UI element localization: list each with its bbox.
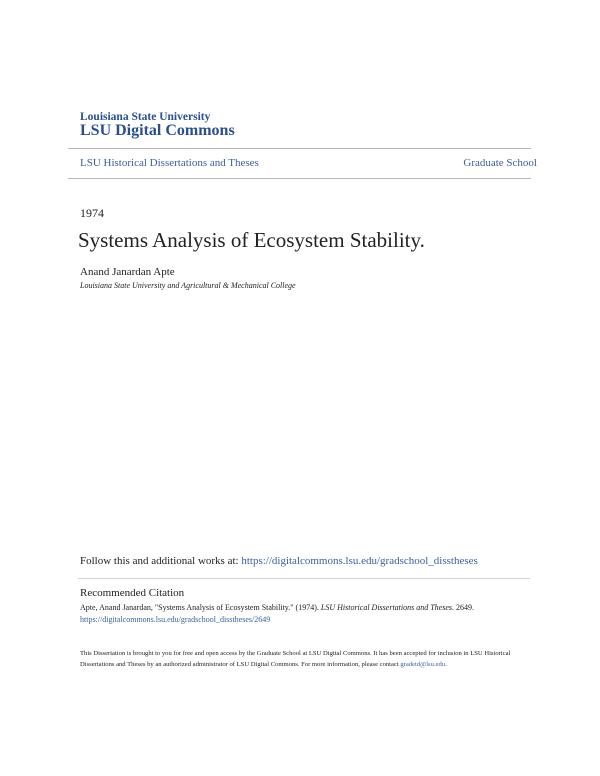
publication-year: 1974 <box>80 206 104 220</box>
collection-url-link[interactable]: https://digitalcommons.lsu.edu/gradschool_disstheses <box>241 555 478 567</box>
disclaimer-text: This Dissertation is brought to you for free and open access by the Graduate School at LSU Digital Commons. It has been accepted for inclusion in LSU Historical Dissertations and Theses by an authorized administrator of LSU Digital Commons. For more information, please contact <box>80 650 511 668</box>
access-disclaimer <box>80 648 520 670</box>
follow-line <box>80 555 478 567</box>
citation-series: LSU Historical Dissertations and Theses <box>320 603 452 612</box>
university-name: Louisiana State University <box>80 111 211 123</box>
graduate-school-link[interactable]: Graduate School <box>463 157 537 169</box>
recommended-citation-heading: Recommended Citation <box>80 587 185 599</box>
citation-divider <box>78 578 530 579</box>
repository-name-link[interactable]: LSU Digital Commons <box>80 122 235 139</box>
citation-text-after: . 2649. <box>452 603 474 612</box>
author-name: Anand Janardan Apte <box>80 266 175 278</box>
citation-text <box>80 602 520 626</box>
citation-url-link[interactable]: https://digitalcommons.lsu.edu/gradschool_disstheses/2649 <box>80 615 271 624</box>
follow-prefix: Follow this and additional works at: <box>80 555 242 567</box>
document-title: Systems Analysis of Ecosystem Stability. <box>78 228 425 252</box>
author-affiliation: Louisiana State University and Agricultural & Mechanical College <box>80 281 296 290</box>
contact-email-link[interactable]: gradetd@lsu.edu <box>400 661 446 668</box>
nav-divider <box>68 178 531 179</box>
top-divider <box>68 148 531 149</box>
disclaimer-end: . <box>445 661 447 668</box>
citation-text-before: Apte, Anand Janardan, "Systems Analysis of Ecosystem Stability." (1974). <box>80 603 321 612</box>
historical-dissertations-link[interactable]: LSU Historical Dissertations and Theses <box>80 157 259 169</box>
